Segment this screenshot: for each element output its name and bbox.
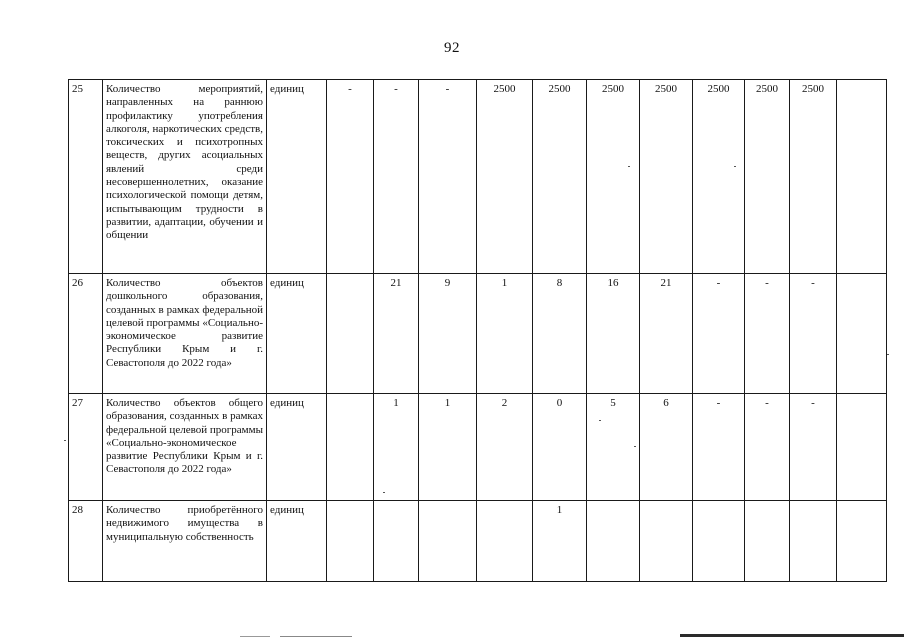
value-cell: 1 <box>477 274 533 394</box>
scan-speck <box>634 446 636 447</box>
value-cell: 2 <box>477 394 533 501</box>
unit-cell: единиц <box>267 80 327 274</box>
value-cell: 9 <box>419 274 477 394</box>
scan-artifact-line <box>240 636 270 637</box>
scan-speck <box>734 166 736 167</box>
page-number: 92 <box>444 40 460 56</box>
value-cell: - <box>693 394 745 501</box>
value-cell: 1 <box>419 394 477 501</box>
value-cell: 0 <box>533 394 587 501</box>
value-cell <box>327 274 374 394</box>
scan-speck <box>628 166 630 167</box>
row-number: 26 <box>69 274 103 394</box>
value-cell: 2500 <box>693 80 745 274</box>
value-cell: - <box>790 274 837 394</box>
value-cell: - <box>745 394 790 501</box>
value-cell <box>374 501 419 582</box>
value-cell: - <box>745 274 790 394</box>
value-cell: - <box>327 80 374 274</box>
value-cell: 16 <box>587 274 640 394</box>
value-cell: 21 <box>374 274 419 394</box>
indicator-description: Количество объектов дошкольного образования, созданных в рамках федеральной целевой программы «Социально-экономическое развитие Республики Крым и г. Севастополя до 2022 года» <box>103 274 267 394</box>
value-cell: 2500 <box>477 80 533 274</box>
value-cell <box>327 501 374 582</box>
scan-speck <box>383 492 385 493</box>
scan-speck <box>64 440 66 441</box>
row-number: 28 <box>69 501 103 582</box>
value-cell: 2500 <box>745 80 790 274</box>
scan-speck <box>887 354 889 355</box>
table-row <box>69 394 887 501</box>
indicators-table <box>68 79 887 582</box>
value-cell: 21 <box>640 274 693 394</box>
table-row <box>69 80 887 274</box>
unit-cell: единиц <box>267 274 327 394</box>
value-cell: 2500 <box>533 80 587 274</box>
value-cell <box>837 394 887 501</box>
value-cell <box>419 501 477 582</box>
table-row <box>69 501 887 582</box>
row-number: 27 <box>69 394 103 501</box>
value-cell: 5 <box>587 394 640 501</box>
value-cell: 2500 <box>790 80 837 274</box>
value-cell <box>837 80 887 274</box>
value-cell <box>790 501 837 582</box>
value-cell: - <box>790 394 837 501</box>
value-cell: - <box>374 80 419 274</box>
indicator-description: Количество приобретённого недвижимого имущества в муниципальную собственность <box>103 501 267 582</box>
value-cell: - <box>693 274 745 394</box>
value-cell <box>587 501 640 582</box>
value-cell <box>745 501 790 582</box>
scan-artifact-line <box>280 636 352 637</box>
value-cell <box>837 501 887 582</box>
value-cell: - <box>419 80 477 274</box>
indicator-description: Количество мероприятий, направленных на раннюю профилактику употребления алкоголя, наркотических средств, токсических и психотропных веществ, других асоциальных явлений среди несовершеннолетних, оказание психологической помощи детям, испытывающим трудности в развитии, адаптации, обучении и общении <box>103 80 267 274</box>
value-cell: 2500 <box>640 80 693 274</box>
value-cell: 8 <box>533 274 587 394</box>
value-cell <box>837 274 887 394</box>
value-cell <box>327 394 374 501</box>
value-cell: 6 <box>640 394 693 501</box>
row-number: 25 <box>69 80 103 274</box>
indicator-description: Количество объектов общего образования, созданных в рамках федеральной целевой программы «Социально-экономическое развитие Республики Крым и г. Севастополя до 2022 года» <box>103 394 267 501</box>
value-cell: 2500 <box>587 80 640 274</box>
table-row <box>69 274 887 394</box>
value-cell: 1 <box>374 394 419 501</box>
value-cell <box>693 501 745 582</box>
scan-speck <box>599 420 601 421</box>
value-cell <box>477 501 533 582</box>
unit-cell: единиц <box>267 501 327 582</box>
value-cell <box>640 501 693 582</box>
unit-cell: единиц <box>267 394 327 501</box>
scan-artifact-line <box>680 634 904 637</box>
value-cell: 1 <box>533 501 587 582</box>
